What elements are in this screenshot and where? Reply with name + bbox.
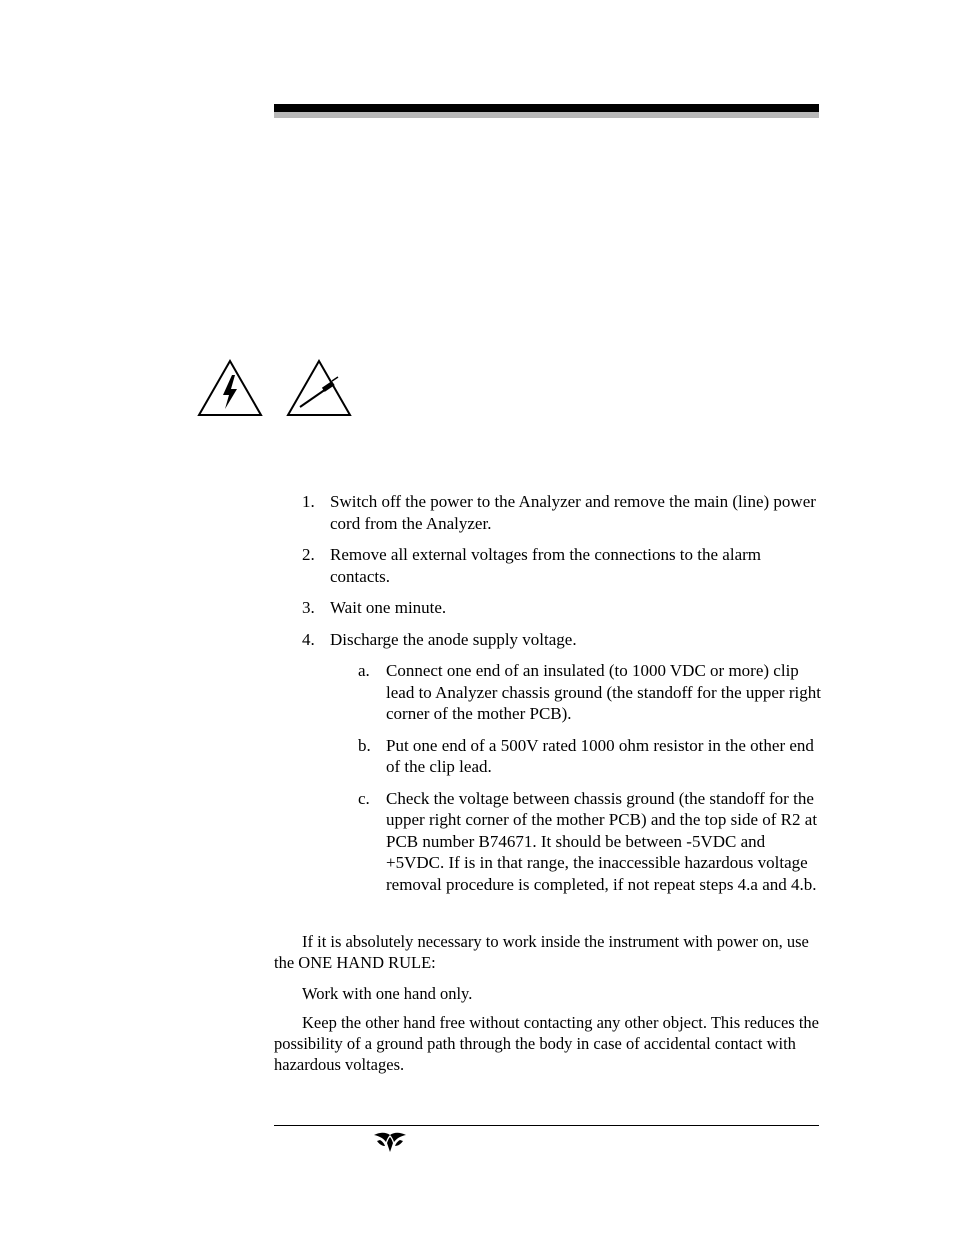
- one-hand-rule-intro: If it is absolutely necessary to work inside the instrument with power on, use the ONE HAND RULE:: [274, 932, 809, 972]
- step-text: Wait one minute.: [330, 598, 447, 617]
- substep-letter: c.: [358, 788, 370, 808]
- step-number: 2.: [302, 545, 315, 564]
- step-number: 3.: [302, 598, 315, 617]
- substep-item: [358, 735, 822, 778]
- substep-item: [358, 660, 822, 725]
- step-item: [302, 597, 822, 619]
- substep-letter: a.: [358, 661, 370, 680]
- step-item: [302, 629, 822, 896]
- substep-text: Connect one end of an insulated (to 1000 VDC or more) clip lead to Analyzer chassis ground (the standoff for the upper right corner of the mother PCB).: [386, 661, 821, 723]
- step-item: [302, 544, 822, 587]
- header-rule-black: [274, 104, 819, 112]
- step-number: 1.: [302, 492, 315, 511]
- step-text: Remove all external voltages from the connections to the alarm contacts.: [330, 545, 761, 586]
- substep-text: Check the voltage between chassis ground (the standoff for the upper right corner of the mother PCB) and the top side of R2 at PCB number B74671. It should be between -5VDC and +5VDC. If is in that range, the inaccessible hazardous voltage removal procedure is completed, if not repeat steps 4.a and 4.b.: [386, 788, 818, 894]
- electrical-shock-warning-icon: [197, 359, 263, 422]
- one-hand-rule-explanation: Keep the other hand free without contacting any other object. This reduces the possibility of a ground path through the body in case of accidental contact with hazardous voltages.: [274, 1013, 819, 1074]
- one-hand-rule-step: Work with one hand only.: [302, 984, 473, 1003]
- substep-list: [358, 660, 822, 895]
- technician-symbol-icon: [286, 359, 352, 422]
- header-rule-gray: [274, 112, 819, 118]
- substep-letter: b.: [358, 735, 371, 755]
- step-number: 4.: [302, 629, 315, 649]
- company-logo-icon: [372, 1131, 408, 1158]
- step-item: [302, 491, 822, 534]
- substep-text: Put one end of a 500V rated 1000 ohm resistor in the other end of the clip lead.: [386, 735, 814, 776]
- procedure-steps: [302, 491, 822, 905]
- substep-item: [358, 788, 822, 896]
- footer-rule: [274, 1125, 819, 1126]
- step-text: Switch off the power to the Analyzer and remove the main (line) power cord from the Analyzer.: [330, 492, 816, 533]
- step-text: Discharge the anode supply voltage.: [330, 629, 577, 649]
